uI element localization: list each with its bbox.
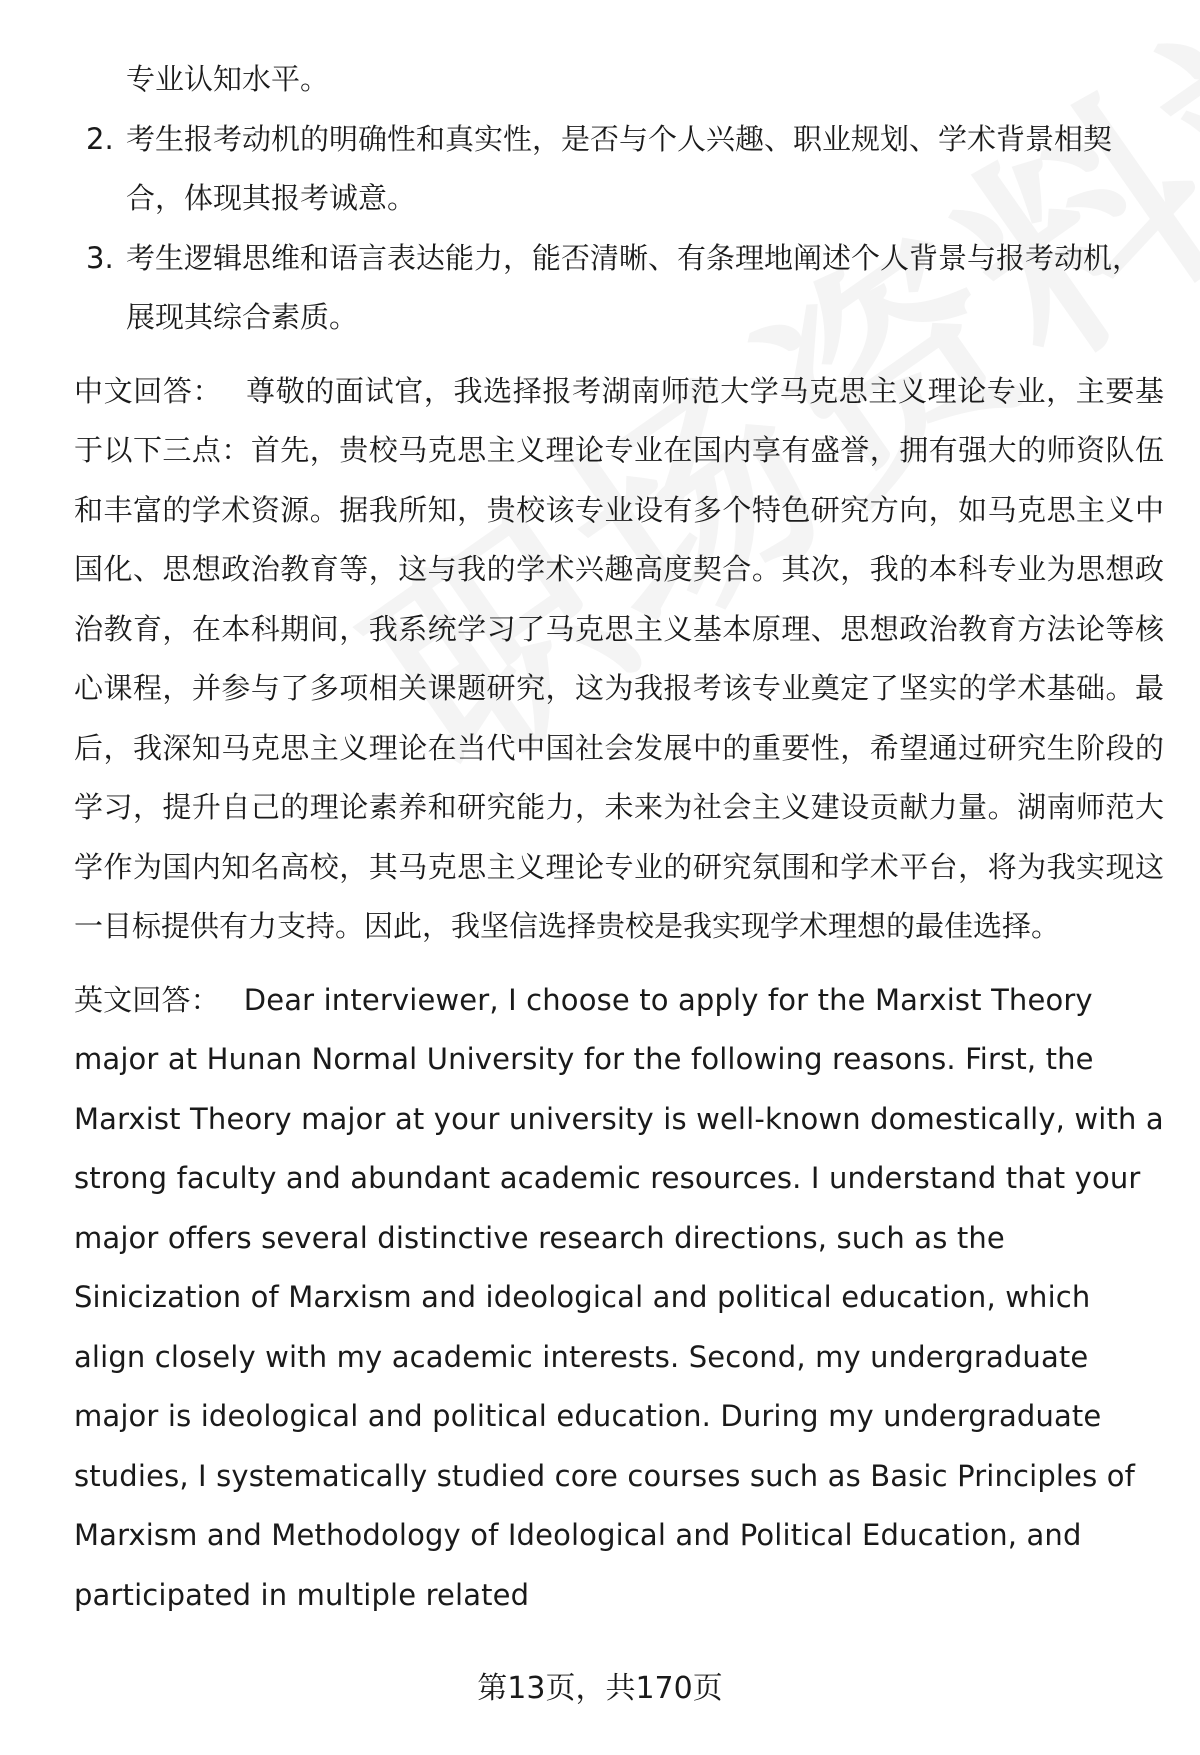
list-continuation: 专业认知水平。: [126, 62, 330, 96]
page-footer: [0, 1663, 1200, 1707]
document-body: [74, 50, 1164, 1625]
chinese-answer-text: 尊敬的面试官，我选择报考湖南师范大学马克思主义理论专业，主要基于以下三点：首先，贵校马克思主义理论专业在国内享有盛誉，拥有强大的师资队伍和丰富的学术资源。据我所知，贵校该专业设有多个特色研究方向，如马克思主义中国化、思想政治教育等，这与我的学术兴趣高度契合。其次，我的本科专业为思想政治教育，在本科期间，我系统学习了马克思主义基本原理、思想政治教育方法论等核心课程，并参与了多项相关课题研究，这为我报考该专业奠定了坚实的学术基础。最后，我深知马克思主义理论在当代中国社会发展中的重要性，希望通过研究生阶段的学习，提升自己的理论素养和研究能力，未来为社会主义建设贡献力量。湖南师范大学作为国内知名高校，其马克思主义理论专业的研究氛围和学术平台，将为我实现这一目标提供有力支持。因此，我坚信选择贵校是我实现学术理想的最佳选择。: [74, 373, 1164, 943]
english-answer-paragraph: [74, 971, 1164, 1626]
list-item: [74, 110, 1164, 229]
list-number: 3.: [86, 240, 114, 275]
chinese-answer-paragraph: [74, 362, 1164, 957]
list-item-text: 考生报考动机的明确性和真实性，是否与个人兴趣、职业规划、学术背景相契合，体现其报考诚意。: [126, 121, 1113, 215]
english-answer-label: 英文回答：: [74, 982, 220, 1017]
chinese-answer-label: 中文回答：: [74, 373, 223, 408]
list-number: 2.: [86, 121, 114, 156]
list-item-text: 考生逻辑思维和语言表达能力，能否清晰、有条理地阐述个人背景与报考动机，展现其综合素质。: [126, 240, 1142, 334]
english-answer-text: Dear interviewer, I choose to apply for the Marxist Theory major at Hunan Normal University for the following reasons. First, the Marxist Theory major at your university is well-known domestically, with a strong faculty and abundant academic resources. I understand that your major offers several distinctive research directions, such as the Sinicization of Marxism and ideological and political education, which align closely with my academic interests. Second, my undergraduate major is ideological and political education. During my undergraduate studies, I systematically studied core courses such as Basic Principles of Marxism and Methodology of Ideological and Political Education, and participated in multiple related: [74, 982, 1164, 1612]
page-indicator: 第13页，共170页: [477, 1671, 723, 1706]
list-item: [74, 229, 1164, 348]
